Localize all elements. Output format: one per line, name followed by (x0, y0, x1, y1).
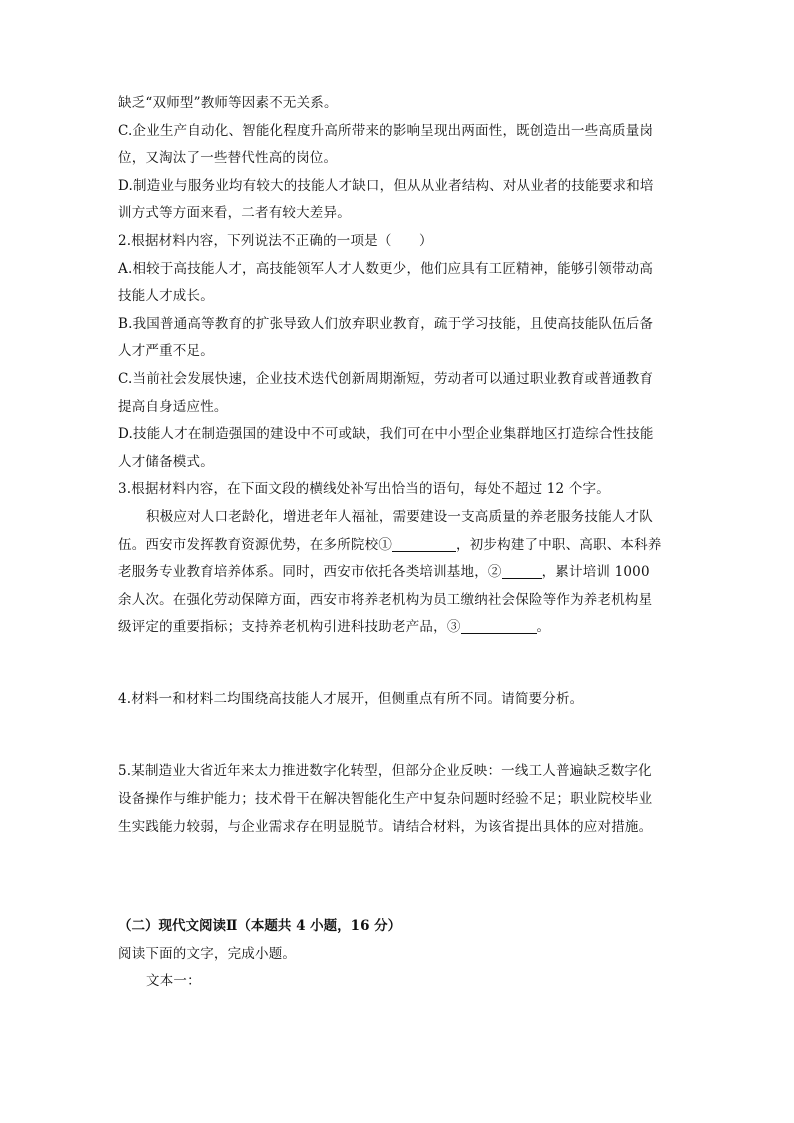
option-c-line-2: 位，又淘汰了一些替代性高的岗位。 (118, 150, 338, 167)
passage-text: 伍。西安市发挥教育资源优势，在多所院校 (118, 536, 379, 553)
q2-option-d-line-1: D.技能人才在制造强国的建设中不可或缺，我们可在中小型企业集群地区打造综合性技能 (118, 426, 654, 443)
passage-text: 。 (536, 619, 551, 636)
passage-text: ，初步构建了中职、高职、本科养 (456, 536, 662, 553)
question-3: 3.根据材料内容，在下面文段的横线处补写出恰当的语句，每处不超过 12 个字。 (118, 481, 610, 498)
q2-option-a-line-2: 技能人才成长。 (118, 288, 214, 305)
q2-option-c-line-2: 提高自身适应性。 (118, 398, 228, 415)
blank-2[interactable] (502, 562, 542, 579)
q2-option-a-line-1: A.相较于高技能人才，高技能领军人才人数更少，他们应具有工匠精神，能够引领带动高 (118, 260, 654, 277)
reading-intro: 阅读下面的文字，完成小题。 (118, 945, 297, 962)
passage-text: 老服务专业教育培养体系。同时，西安市依托各类培训基地， (118, 564, 488, 581)
passage-line-5 (118, 614, 678, 642)
q2-option-c-line-1: C.当前社会发展快速，企业技术迭代创新周期渐短，劳动者可以通过职业教育或普通教育 (118, 370, 654, 387)
question-5-line-3: 生实践能力较弱，与企业需求存在明显脱节。请结合材料，为该省提出具体的应对措施。 (118, 818, 653, 835)
option-c-line-1: C.企业生产自动化、智能化程度升高所带来的影响呈现出两面性，既创造出一些高质量岗 (118, 122, 654, 139)
question-5-line-1: 5.某制造业大省近年来太力推进数字化转型，但部分企业反映：一线工人普遍缺乏数字化 (118, 763, 652, 780)
section-title: （二）现代文阅读Ⅱ（本题共 4 小题，16 分） (118, 918, 402, 935)
document-page (118, 90, 678, 996)
spacer (118, 713, 678, 758)
blank-3-marker: ③ (446, 619, 461, 636)
q2-option-b-line-2: 人才严重不足。 (118, 343, 214, 360)
q2-option-d-line-2: 人才储备模式。 (118, 453, 214, 470)
blank-3[interactable] (461, 617, 537, 634)
passage-text: ，累计培训 1000 (541, 564, 650, 581)
passage-text: 级评定的重要指标；支持养老机构引进科技助老产品， (118, 619, 447, 636)
text-line: 缺乏“双师型”教师等因素不无关系。 (118, 95, 338, 111)
passage-line-1: 积极应对人口老龄化，增进老年人福祉，需要建设一支高质量的养老服务技能人才队 (146, 508, 653, 525)
question-2: 2.根据材料内容，下列说法不正确的一项是（ ） (118, 232, 433, 249)
option-d-line-1: D.制造业与服务业均有较大的技能人才缺口，但从从业者结构、对从业者的技能要求和培 (118, 177, 654, 194)
blank-1-marker: ① (378, 536, 393, 553)
question-5-line-2: 设备操作与维护能力；技术骨干在解决智能化生产中复杂问题时经验不足；职业院校毕业 (118, 791, 653, 808)
passage-line-2 (118, 532, 678, 560)
text-one-label: 文本一： (146, 973, 201, 990)
spacer (118, 841, 678, 913)
blank-1[interactable] (392, 535, 456, 552)
blank-2-marker: ② (487, 564, 502, 581)
spacer (118, 642, 678, 686)
question-4: 4.材料一和材料二均围绕高技能人才展开，但侧重点有所不同。请简要分析。 (118, 690, 584, 707)
passage-line-3 (118, 559, 678, 587)
option-d-line-2: 训方式等方面来看，二者有较大差异。 (118, 205, 351, 222)
passage-line-4: 余人次。在强化劳动保障方面，西安市将养老机构为员工缴纳社会保险等作为养老机构星 (118, 591, 653, 608)
q2-option-b-line-1: B.我国普通高等教育的扩张导致人们放弃职业教育，疏于学习技能，且使高技能队伍后备 (118, 315, 654, 332)
